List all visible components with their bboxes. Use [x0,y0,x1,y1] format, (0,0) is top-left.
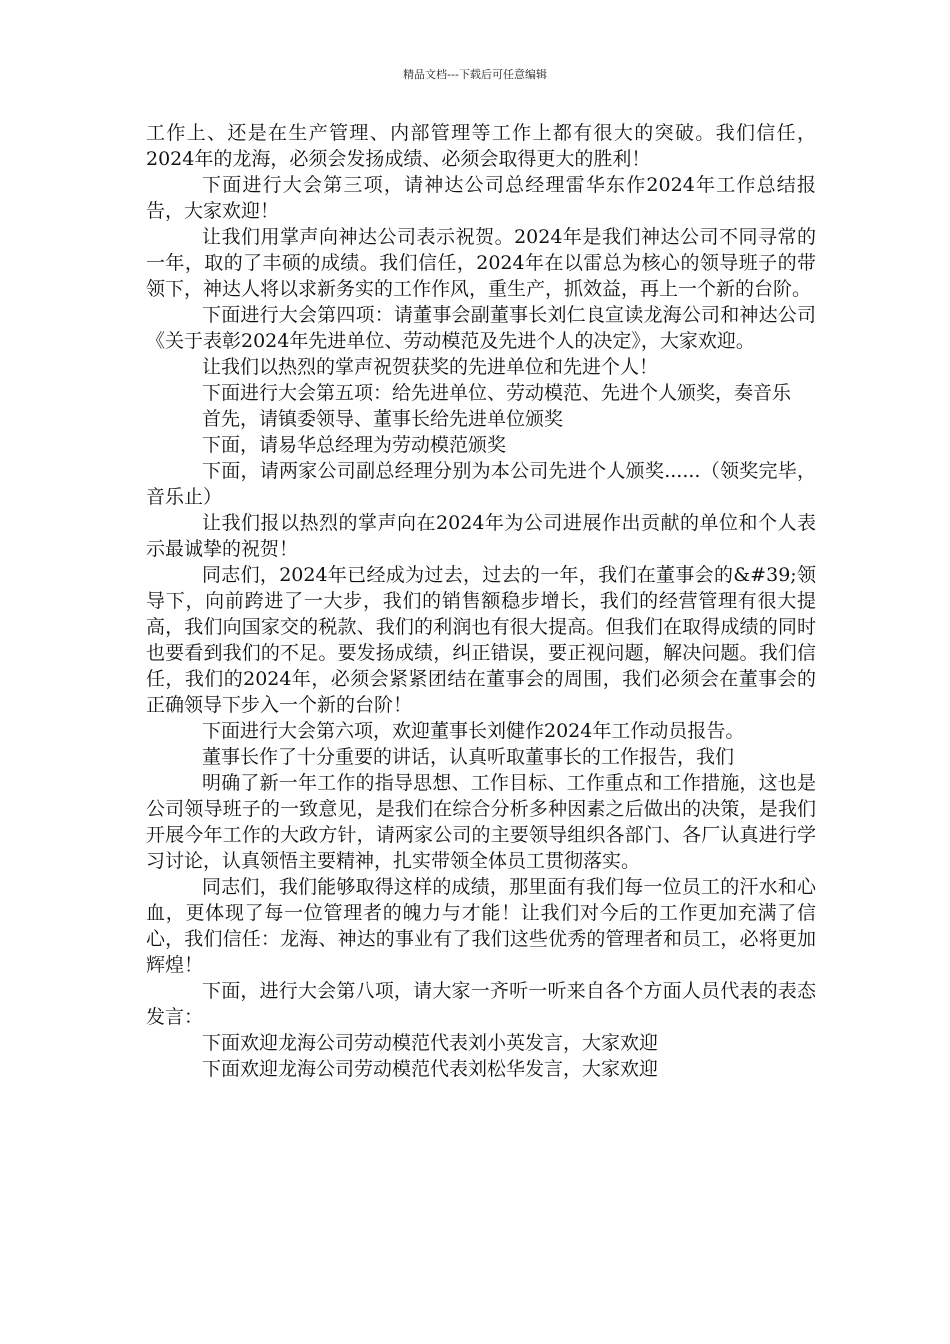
paragraph: 下面欢迎龙海公司劳动模范代表刘松华发言，大家欢迎 [202,1058,659,1080]
paragraph: 下面进行大会第五项：给先进单位、劳动模范、先进个人颁奖，奏音乐 [202,382,792,404]
paragraph: 下面，请易华总经理为劳动模范颁奖 [202,434,507,456]
paragraph: 让我们以热烈的掌声祝贺获奖的先进单位和先进个人！ [202,356,659,378]
paragraph: 下面欢迎龙海公司劳动模范代表刘小英发言，大家欢迎 [202,1032,659,1054]
paragraph: 让我们用掌声向神达公司表示祝贺。2024年是我们神达公司不同寻常的一年，取的了丰硕的成绩。我们信任，2024年在以雷总为核心的领导班子的带领下，神达人将以求新务实的工作作风，重生产，抓效益，再上一个新的台阶。 [146,226,816,300]
paragraph: 下面进行大会第四项：请董事会副董事长刘仁良宣读龙海公司和神达公司《关于表彰2024年先进单位、劳动模范及先进个人的决定》，大家欢迎。 [146,304,816,352]
paragraph: 下面进行大会第三项，请神达公司总经理雷华东作2024年工作总结报告，大家欢迎！ [146,174,816,222]
document-body [146,120,816,1082]
paragraph: 下面进行大会第六项，欢迎董事长刘健作2024年工作动员报告。 [202,720,745,742]
paragraph: 董事长作了十分重要的讲话，认真听取董事长的工作报告，我们 [202,746,735,768]
paragraph: 同志们，我们能够取得这样的成绩，那里面有我们每一位员工的汗水和心血，更体现了每一位管理者的魄力与才能！让我们对今后的工作更加充满了信心，我们信任：龙海、神达的事业有了我们这些优秀的管理者和员工，必将更加辉煌！ [146,876,816,976]
page-header: 精品文档---下载后可任意编辑 [403,68,547,81]
paragraph: 下面，请两家公司副总经理分别为本公司先进个人颁奖......（领奖完毕，音乐止） [146,460,816,508]
paragraph: 同志们，2024年已经成为过去，过去的一年，我们在董事会的&#39;领导下，向前跨进了一大步，我们的销售额稳步增长，我们的经营管理有很大提高，我们向国家交的税款、我们的利润也有很大提高。但我们在取得成绩的同时也要看到我们的不足。要发扬成绩，纠正错误，要正视问题，解决问题。我们信任，我们的2024年，必须会紧紧团结在董事会的周围，我们必须会在董事会的正确领导下步入一个新的台阶！ [146,564,816,716]
paragraph: 下面，进行大会第八项，请大家一齐听一听来自各个方面人员代表的表态发言： [146,980,816,1028]
paragraph: 让我们报以热烈的掌声向在2024年为公司进展作出贡献的单位和个人表示最诚挚的祝贺！ [146,512,816,560]
paragraph: 明确了新一年工作的指导思想、工作目标、工作重点和工作措施，这也是公司领导班子的一致意见，是我们在综合分析多种因素之后做出的决策，是我们开展今年工作的大政方针，请两家公司的主要领导组织各部门、各厂认真进行学习讨论，认真领悟主要精神，扎实带领全体员工贯彻落实。 [146,772,816,872]
paragraph: 首先，请镇委领导、董事长给先进单位颁奖 [202,408,564,430]
paragraph: 工作上、还是在生产管理、内部管理等工作上都有很大的突破。我们信任，2024年的龙海，必须会发扬成绩、必须会取得更大的胜利！ [146,122,816,170]
